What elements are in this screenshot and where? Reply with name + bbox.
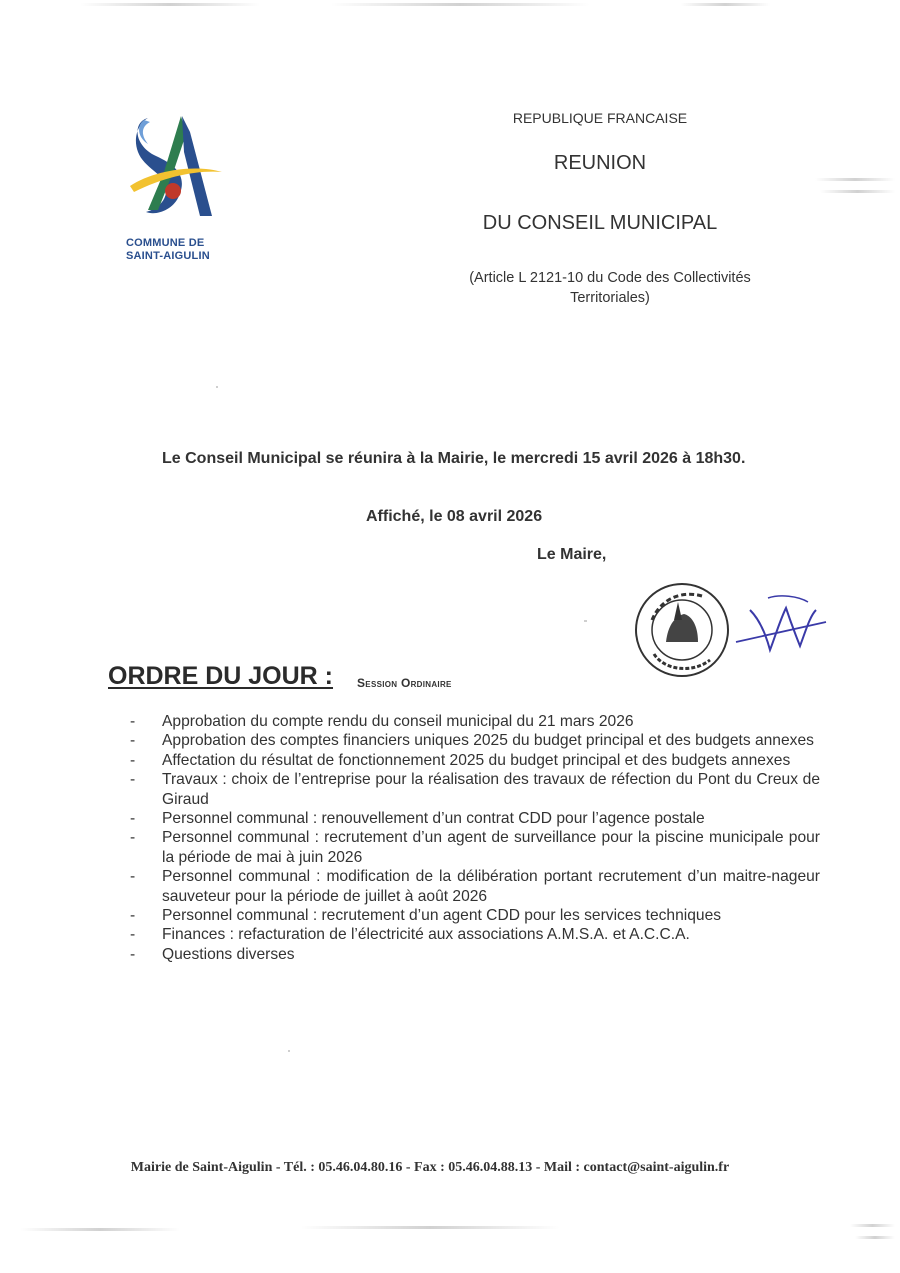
reunion-heading: REUNION bbox=[553, 152, 647, 174]
logo-caption-line2: SAINT-AIGULIN bbox=[126, 250, 210, 262]
agenda-item-text: Personnel communal : recrutement d’un agent CDD pour les services techniques bbox=[162, 907, 722, 925]
agenda-item bbox=[130, 867, 820, 906]
scan-artifact-bottom bbox=[855, 1236, 895, 1239]
agenda-item-text: Personnel communal : recrutement d’un agent de surveillance pour la piscine municipale pour la période de mai à juin 2026 bbox=[162, 829, 820, 866]
agenda-item bbox=[130, 945, 820, 964]
agenda-item-text: Personnel communal : modification de la délibération portant recrutement d’un maitre-nageur sauveteur pour la période de juillet à août 2026 bbox=[162, 868, 820, 905]
scan-artifact-bottom bbox=[300, 1226, 560, 1229]
agenda-bullet: - bbox=[130, 907, 136, 925]
agenda-item-text: Approbation des comptes financiers uniques 2025 du budget principal et des budgets annexes bbox=[162, 732, 814, 750]
agenda-list bbox=[130, 712, 820, 964]
agenda-item-text: Approbation du compte rendu du conseil municipal du 21 mars 2026 bbox=[162, 713, 634, 730]
agenda-item bbox=[130, 925, 820, 944]
agenda-item-text: Finances : refacturation de l’électricité aux associations A.M.S.A. et A.C.C.A. bbox=[162, 926, 690, 944]
agenda-bullet: - bbox=[130, 926, 136, 944]
agenda-title: ORDRE DU JOUR : bbox=[108, 662, 334, 690]
agenda-item bbox=[130, 731, 820, 750]
article-line2: Territoriales) bbox=[570, 290, 650, 306]
agenda-bullet: - bbox=[130, 713, 136, 730]
scan-artifact-right bbox=[815, 178, 895, 181]
scan-artifact-top bbox=[330, 3, 590, 6]
agenda-item-text: Questions diverses bbox=[162, 945, 295, 963]
agenda-item bbox=[130, 751, 820, 770]
logo-caption-line1: COMMUNE DE bbox=[126, 237, 205, 249]
scan-artifact-top bbox=[680, 3, 770, 6]
scan-speck bbox=[216, 386, 218, 388]
article-reference bbox=[440, 268, 780, 308]
meeting-notice: Le Conseil Municipal se réunira à la Mairie, le mercredi 15 avril 2026 à 18h30. bbox=[162, 450, 746, 467]
agenda-bullet: - bbox=[130, 751, 136, 769]
agenda-bullet: - bbox=[130, 810, 136, 828]
article-line1: (Article L 2121-10 du Code des Collectivités bbox=[469, 270, 751, 286]
scan-speck bbox=[584, 620, 587, 622]
agenda-item-text: Affectation du résultat de fonctionnement 2025 du budget principal et des budgets annexes bbox=[162, 751, 791, 769]
agenda-item-text: Personnel communal : renouvellement d’un contrat CDD pour l’agence postale bbox=[162, 810, 705, 828]
mayor-stamp-icon bbox=[630, 580, 830, 680]
scan-artifact-bottom bbox=[850, 1224, 895, 1227]
scan-artifact-bottom bbox=[20, 1228, 180, 1231]
agenda-item bbox=[130, 906, 820, 925]
agenda-item bbox=[130, 828, 820, 867]
scan-speck bbox=[288, 1050, 290, 1052]
commune-logo-icon bbox=[126, 112, 226, 227]
agenda-bullet: - bbox=[130, 868, 136, 886]
footer-contact: Mairie de Saint-Aigulin - Tél. : 05.46.04.80.16 - Fax : 05.46.04.88.13 - Mail : contact@saint-aigulin.fr bbox=[130, 1160, 730, 1175]
agenda-bullet: - bbox=[130, 945, 136, 963]
conseil-heading: DU CONSEIL MUNICIPAL bbox=[482, 212, 718, 234]
scan-artifact-right bbox=[820, 190, 895, 193]
official-stamp bbox=[630, 580, 830, 680]
republique-heading: REPUBLIQUE FRANCAISE bbox=[512, 110, 688, 126]
agenda-bullet: - bbox=[130, 771, 136, 789]
agenda-item bbox=[130, 712, 820, 731]
agenda-item bbox=[130, 770, 820, 809]
posted-date: Affiché, le 08 avril 2026 bbox=[366, 508, 543, 525]
agenda-bullet: - bbox=[130, 829, 136, 847]
agenda-bullet: - bbox=[130, 732, 136, 750]
agenda-item-text: Travaux : choix de l’entreprise pour la réalisation des travaux de réfection du Pont du Creux de Giraud bbox=[162, 771, 820, 808]
scan-artifact-top bbox=[80, 3, 260, 6]
agenda-item bbox=[130, 809, 820, 828]
logo-caption bbox=[126, 237, 236, 263]
signatory-label: Le Maire, bbox=[537, 546, 607, 563]
commune-logo bbox=[118, 112, 238, 227]
session-label: Session Ordinaire bbox=[357, 676, 452, 690]
